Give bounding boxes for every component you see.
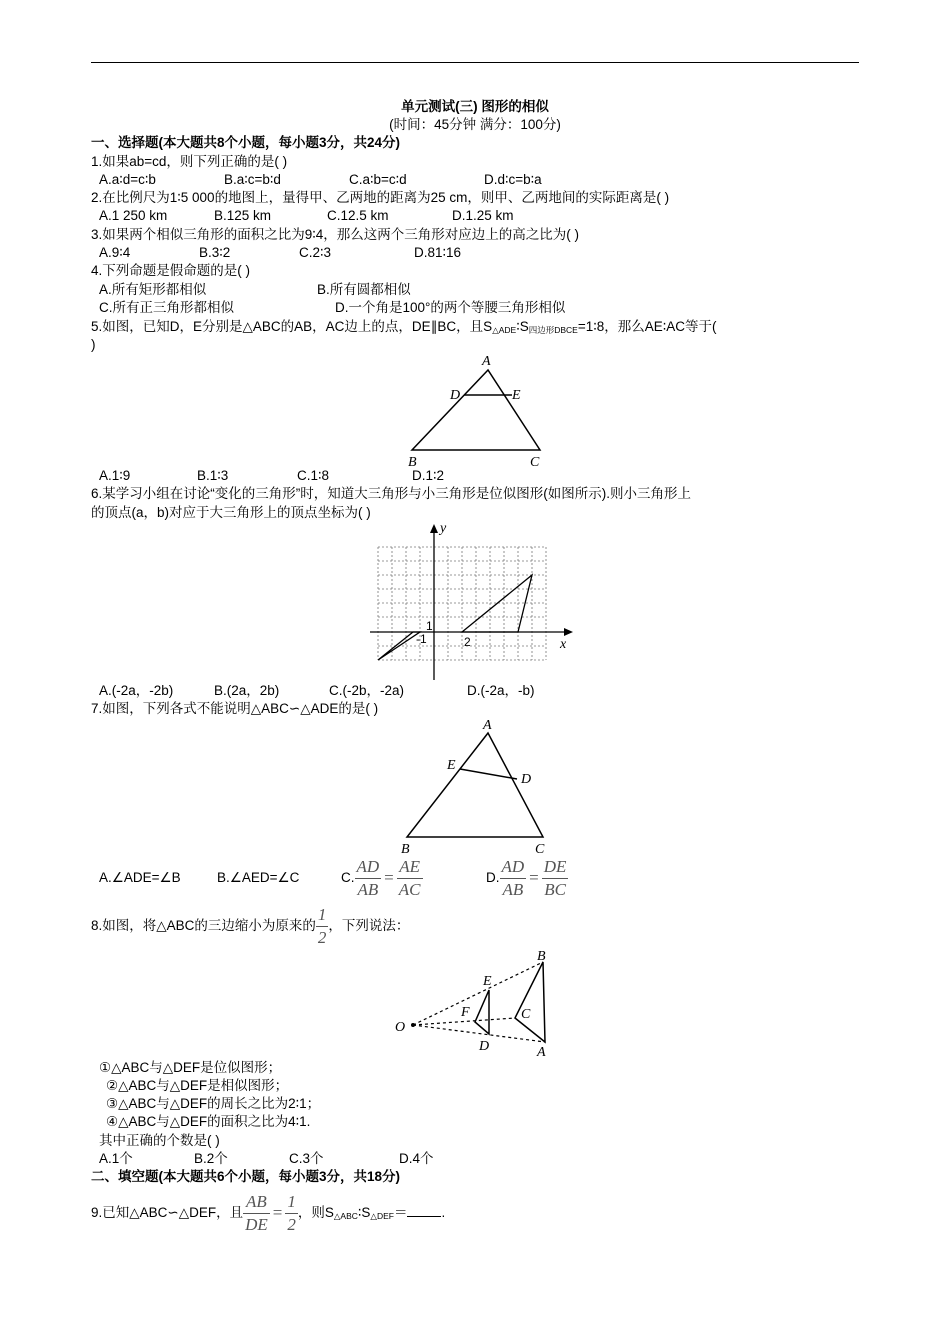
q4-stem: 4.下列命题是假命题的是( ): [91, 263, 251, 278]
q8-statement-3: ③△ABC与△DEF的周长之比为2∶1；: [106, 1096, 321, 1111]
q5-stem: 5.如图，已知D，E分别是△ABC的AB，AC边上的点，DE∥BC，且$S_{\triangle ADE}∶S_{四边形DBCE}=1∶8$，那么AE∶AC等于(: [91, 319, 717, 335]
q8-question: 其中正确的个数是( ): [99, 1133, 220, 1148]
page-title: 单元测试(三) 图形的相似: [401, 99, 549, 114]
q8-label-a: A: [537, 1045, 546, 1060]
q1-option-b: B.a∶c=b∶d: [224, 172, 281, 187]
q7-label-b: B: [401, 842, 410, 857]
q1-stem: 1.如果ab=cd，则下列正确的是( ): [91, 154, 288, 169]
q8-option-a: A.1个: [99, 1151, 133, 1166]
q5-options: [99, 467, 444, 485]
q6-coordinate-figure: [370, 520, 580, 685]
q6-label-x: x: [560, 637, 567, 652]
q5-label-d: D: [450, 388, 461, 403]
q5-label-a: A: [482, 354, 491, 369]
q4-option-a: A.所有矩形都相似: [99, 282, 207, 297]
q7-stem: 7.如图，下列各式不能说明△ABC∽△ADE的是( ): [91, 701, 379, 716]
q1-options: [99, 171, 542, 189]
q8-label-b: B: [537, 950, 546, 964]
q5-option-c: C.1∶8: [297, 468, 330, 483]
q4-options-row2: [99, 299, 565, 317]
q3-option-b: B.3∶2: [199, 245, 231, 260]
q8-statement-2: ②△ABC与△DEF是相似图形；: [106, 1078, 289, 1093]
q7-label-c: C: [535, 842, 545, 857]
q7-option-d: D. $\frac{AD}{AB}$ = $\frac{DE}{BC}$: [486, 856, 567, 899]
q8-label-o: O: [395, 1020, 406, 1035]
q6-option-d: D.(-2a，-b): [467, 683, 535, 698]
q8-option-c: C.3个: [289, 1151, 324, 1166]
q5-option-d: D.1∶2: [412, 468, 445, 483]
page-subtitle: (时间：45分钟 满分：100分): [389, 117, 561, 132]
q4-options-row1: [99, 281, 411, 299]
q6-stem-1: 6.某学习小组在讨论“变化的三角形”时，知道大三角形与小三角形是位似图形(如图所示).则小三角形上: [91, 486, 691, 501]
section-2-heading: 二、填空题(本大题共6个小题，每小题3分，共18分): [91, 1169, 401, 1184]
q6-label-one: 1: [426, 619, 433, 633]
q8-label-c: C: [521, 1007, 531, 1022]
q6-options: [99, 682, 535, 700]
q8-label-d: D: [479, 1039, 490, 1054]
q4-option-b: B.所有圆都相似: [317, 282, 411, 297]
q7-label-d: D: [521, 772, 532, 787]
q2-option-a: A.1 250 km: [99, 208, 168, 223]
q9-answer-blank[interactable]: [407, 1204, 441, 1217]
q4-option-c: C.所有正三角形都相似: [99, 300, 234, 315]
q8-statement-1: ①△ABC与△DEF是位似图形；: [99, 1060, 282, 1075]
q7-option-b: B.∠AED=∠C: [217, 870, 300, 885]
q6-label-two: 2: [464, 635, 471, 649]
q5-triangle-figure: [400, 350, 560, 470]
q3-option-c: C.2∶3: [299, 245, 332, 260]
q7-option-a: A.∠ADE=∠B: [99, 870, 181, 885]
q3-stem: 3.如果两个相似三角形的面积之比为9∶4，那么这两个三角形对应边上的高之比为( ): [91, 227, 580, 242]
q2-option-b: B.125 km: [214, 208, 272, 223]
q5-label-b: B: [408, 455, 417, 470]
q6-option-b: B.(2a，2b): [214, 683, 280, 698]
q8-label-f: F: [461, 1005, 470, 1020]
q4-option-d: D.一个角是100°的两个等腰三角形相似: [335, 300, 566, 315]
q9-stem: 9.已知△ABC∽△DEF，且 $\frac{AB}{DE}$ = $\frac{1}{2}$ ，则$S_{\triangle ABC}∶S_{\triangle DEF}=$ .: [91, 1191, 446, 1234]
q7-triangle-figure: [395, 715, 560, 857]
q5-label-c: C: [530, 455, 540, 470]
q8-options: [99, 1150, 434, 1168]
q1-option-d: D.d∶c=b∶a: [484, 172, 542, 187]
q3-option-a: A.9∶4: [99, 245, 131, 260]
q8-stem: 8.如图，将△ABC的三边缩小为原来的 $\frac{1}{2}$ ，下列说法：: [91, 904, 410, 947]
q7-label-a: A: [483, 718, 492, 733]
q6-stem-2: 的顶点(a，b)对应于大三角形上的顶点坐标为( ): [91, 505, 371, 520]
q5-option-b: B.1∶3: [197, 468, 229, 483]
q7-option-c: C. $\frac{AD}{AB}$ = $\frac{AE}{AC}$: [341, 856, 421, 899]
q6-option-c: C.(-2b，-2a): [329, 683, 405, 698]
q7-label-e: E: [447, 758, 456, 773]
q5-label-e: E: [512, 388, 521, 403]
q2-stem: 2.在比例尺为1∶5 000的地图上，量得甲、乙两地的距离为25 cm，则甲、乙两地间的实际距离是( ): [91, 190, 670, 205]
q8-homothety-figure: [395, 950, 560, 1062]
q3-options: [99, 244, 461, 262]
q1-option-a: A.a∶d=c∶b: [99, 172, 156, 187]
q1-option-c: C.a∶b=c∶d: [349, 172, 407, 187]
q8-option-b: B.2个: [194, 1151, 228, 1166]
q2-option-d: D.1.25 km: [452, 208, 514, 223]
q2-options: [99, 207, 514, 225]
q8-statement-4: ④△ABC与△DEF的面积之比为4∶1.: [106, 1114, 311, 1129]
q5-option-a: A.1∶9: [99, 468, 131, 483]
q8-label-e: E: [483, 974, 492, 989]
q6-label-neg-one: -1: [416, 632, 427, 646]
q3-option-d: D.81∶16: [414, 245, 462, 260]
q2-option-c: C.12.5 km: [327, 208, 389, 223]
q6-label-y: y: [440, 521, 447, 536]
q8-option-d: D.4个: [399, 1151, 434, 1166]
section-1-heading: 一、选择题(本大题共8个小题，每小题3分，共24分): [91, 135, 401, 150]
q5-stem-end: ): [91, 337, 96, 352]
q6-option-a: A.(-2a，-2b): [99, 683, 174, 698]
header-rule: [91, 62, 859, 63]
q7-options: [99, 855, 568, 901]
